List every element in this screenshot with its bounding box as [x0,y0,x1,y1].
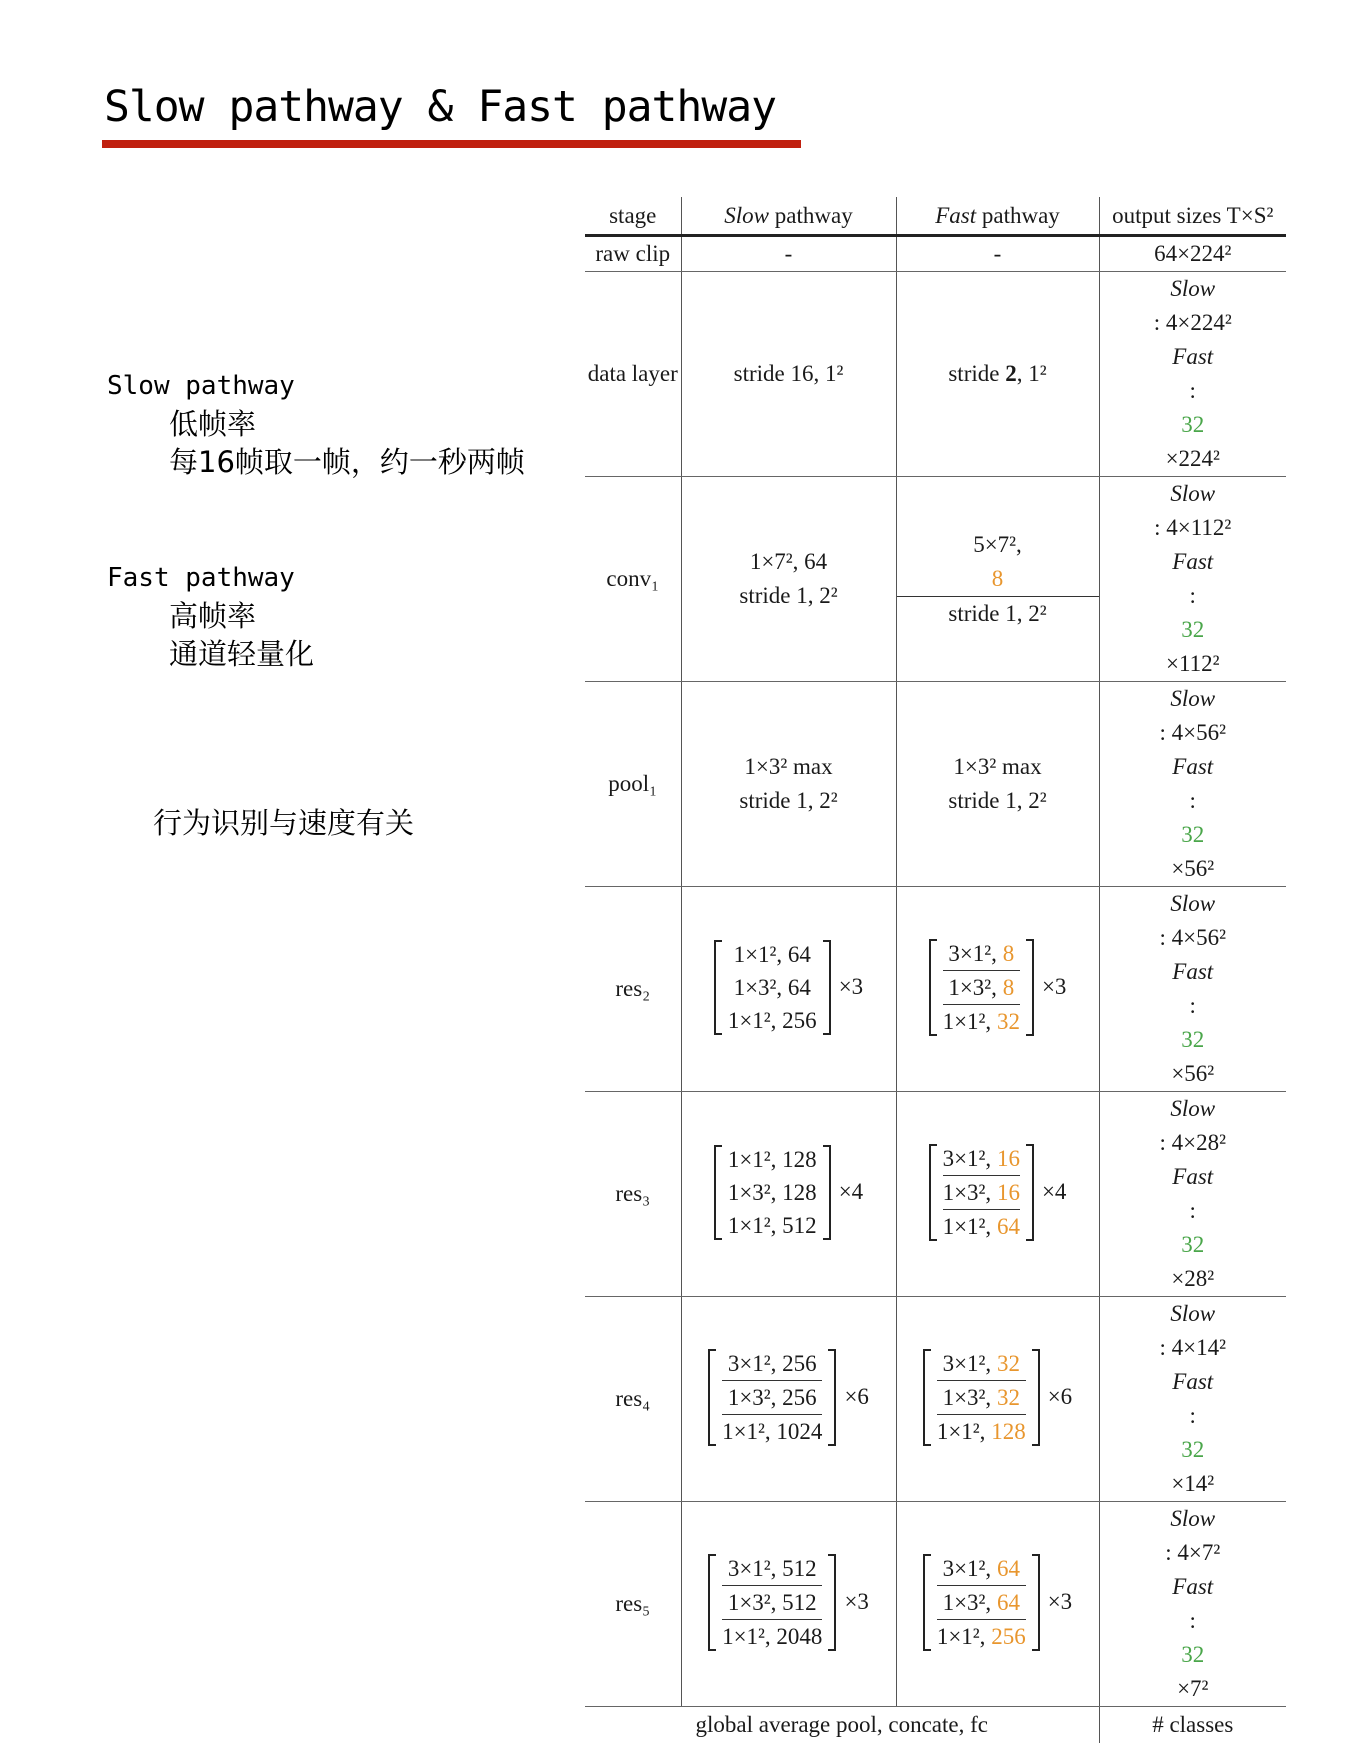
table-row-data-layer [585,272,1286,477]
stage-cell: res₂ [585,887,681,1092]
stage-cell: raw clip [585,236,681,272]
slow-cell: - [681,236,896,272]
slow-cell: 1×7², 64 stride 1, 2² [681,477,896,682]
output-cell: Slow : 4×28² Fast : 32 ×28² [1099,1092,1286,1297]
stage-cell: data layer [585,272,681,477]
slowfast-architecture-table [585,197,1286,1743]
fast-cell: 3×1², 16 1×3², 16 1×1², 64 ×4 [896,1092,1099,1297]
output-cell: Slow : 4×112² Fast : 32 ×112² [1099,477,1286,682]
header-fast: Fast pathway [896,197,1099,236]
output-cell: # classes [1152,1711,1234,1737]
slow-cell: 1×1², 64 1×3², 64 1×1², 256 ×3 [681,887,896,1092]
stage-cell: conv₁ [585,477,681,682]
stage-cell: res₅ [585,1502,681,1707]
table-row-res2 [585,887,1286,1092]
fast-note-heading: Fast pathway [107,563,295,593]
slow-note-line-1: 低帧率 [169,407,257,441]
slow-note-heading: Slow pathway [107,371,295,401]
output-cell: Slow : 4×7² Fast : 32 ×7² [1099,1502,1286,1707]
title-underline [102,140,801,148]
stage-cell: res₃ [585,1092,681,1297]
table-row-pool1 [585,682,1286,887]
table-header-row [585,197,1286,236]
slow-cell: 1×1², 128 1×3², 128 1×1², 512 ×4 [681,1092,896,1297]
fast-note-line-1: 高帧率 [169,599,257,633]
fast-cell: 3×1², 8 1×3², 8 1×1², 32 ×3 [896,887,1099,1092]
output-cell: 64×224² [1099,236,1286,272]
fast-note-line-2: 通道轻量化 [169,637,315,671]
header-output: output sizes T×S² [1099,197,1286,236]
summary-note: 行为识别与速度有关 [153,806,415,840]
slow-note-line-2: 每16帧取一帧，约一秒两帧 [169,445,525,479]
fast-cell: 3×1², 64 1×3², 64 1×1², 256 ×3 [896,1502,1099,1707]
output-cell: Slow : 4×56² Fast : 32 ×56² [1099,887,1286,1092]
fast-cell: 3×1², 32 1×3², 32 1×1², 128 ×6 [896,1297,1099,1502]
stage-cell: pool₁ [585,682,681,887]
stage-cell: res₄ [585,1297,681,1502]
table-row-res3 [585,1092,1286,1297]
header-stage: stage [585,197,681,236]
table-row-final [585,1707,1286,1743]
table-row-res4 [585,1297,1286,1502]
table-row-conv1 [585,477,1286,682]
output-cell: Slow : 4×14² Fast : 32 ×14² [1099,1297,1286,1502]
slow-pathway-note [107,367,525,481]
fast-cell: 1×3² max stride 1, 2² [896,682,1099,887]
fast-cell: 5×7², 8 stride 1, 2² [896,477,1099,682]
slow-cell: 1×3² max stride 1, 2² [681,682,896,887]
table-row-res5 [585,1502,1286,1707]
table-row-raw-clip [585,236,1286,272]
final-ops-cell: global average pool, concate, fc [585,1707,1099,1743]
slow-cell: stride 16, 1² [681,272,896,477]
output-cell: Slow : 4×224² Fast : 32 ×224² [1099,272,1286,477]
fast-cell: stride 2, 1² [896,272,1099,477]
slow-cell: 3×1², 512 1×3², 512 1×1², 2048 ×3 [681,1502,896,1707]
fast-cell: - [896,236,1099,272]
slide-title: Slow pathway & Fast pathway [104,82,776,132]
fast-pathway-note [107,559,314,673]
header-slow: Slow pathway [681,197,896,236]
slow-cell: 3×1², 256 1×3², 256 1×1², 1024 ×6 [681,1297,896,1502]
output-cell: Slow : 4×56² Fast : 32 ×56² [1099,682,1286,887]
